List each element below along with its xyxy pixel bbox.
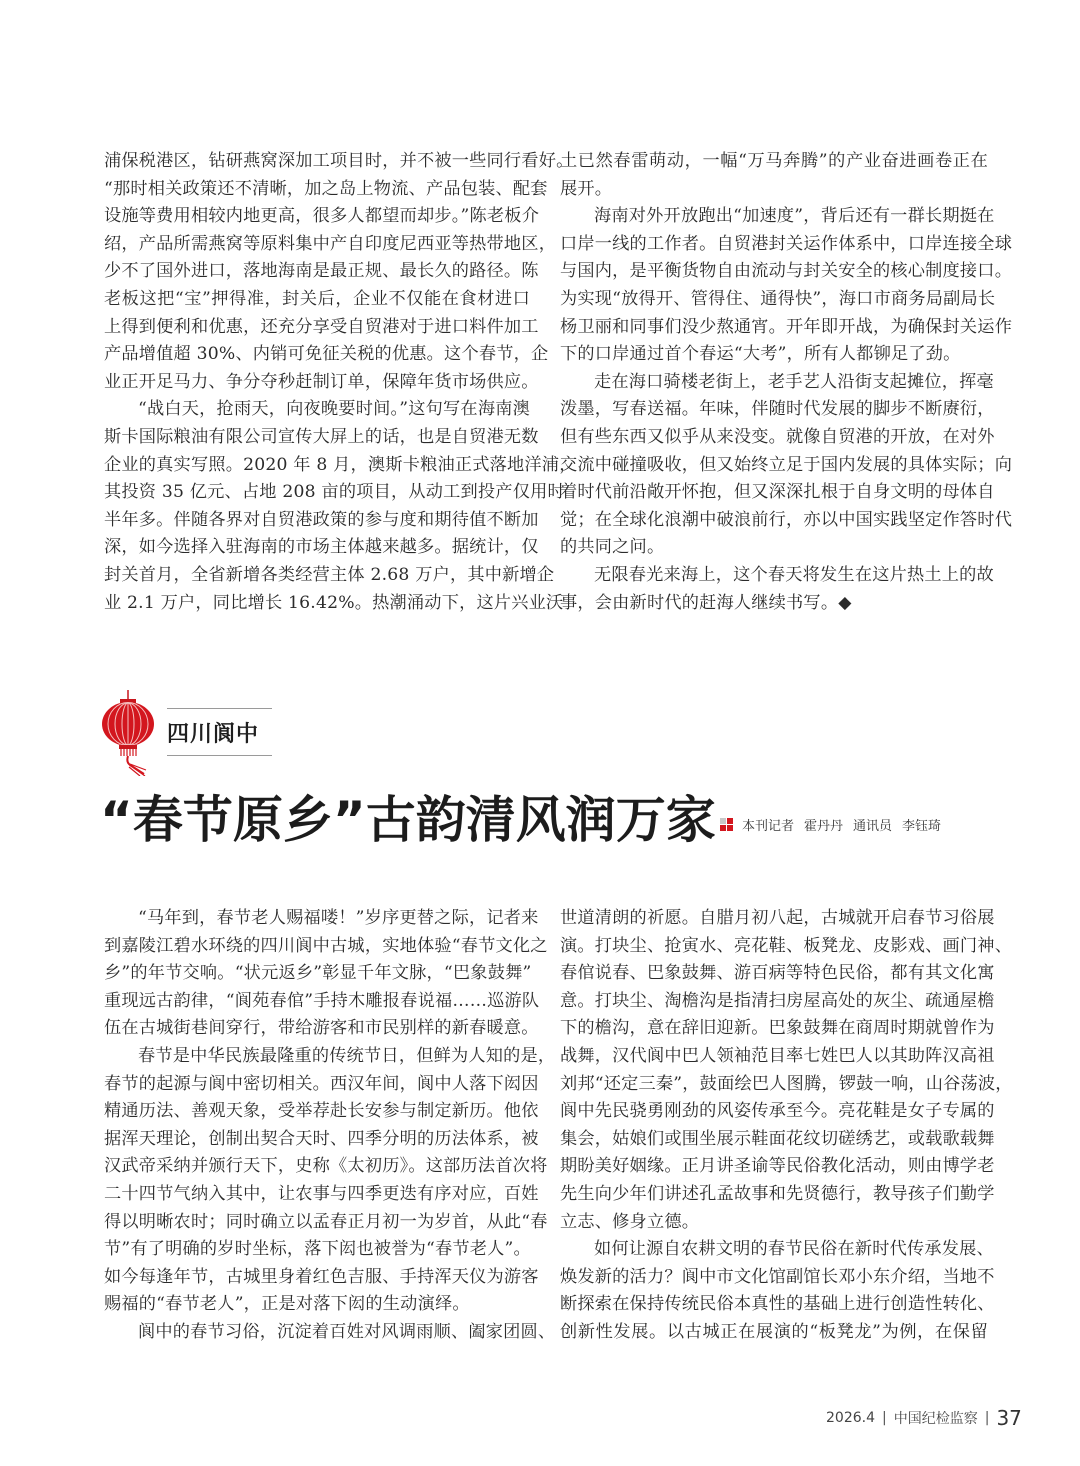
text-line: 阆中先民骁勇刚劲的风姿传承至今。亮花鞋是女子专属的 — [560, 1101, 995, 1122]
issue-number: 2026.4 — [826, 1410, 875, 1426]
text-line: 焕发新的活力？阆中市文化馆副馆长邓小东介绍，当地不 — [560, 1266, 995, 1287]
reporter-label: 本刊记者 — [742, 819, 795, 834]
text-line: 海南对外开放跑出“加速度”，背后还有一群长期挺在 — [594, 206, 995, 227]
text-line: 展开。 — [560, 178, 613, 199]
footer-separator: | — [984, 1410, 990, 1426]
text-line: “马年到，春节老人赐福喽！”岁序更替之际，记者来 — [138, 908, 539, 928]
reporter-name: 霍丹丹 — [804, 819, 844, 834]
text-line: 的共同之问。 — [560, 537, 665, 558]
text-line: 意。打块尘、淘檐沟是指清扫房屋高处的灰尘、疏通屋檐 — [560, 990, 995, 1011]
text-line: 老板这把“宝”押得准，封关后，企业不仅能在食材进口 — [104, 288, 530, 309]
text-line: 业 2.1 万户，同比增长 16.42%。热潮涌动下，这片兴业沃 — [104, 592, 564, 613]
text-line: 着时代前沿敞开怀抱，但又深深扎根于自身文明的母体自 — [560, 482, 995, 503]
text-line: 期盼美好姻缘。正月讲圣谕等民俗教化活动，则由博学老 — [560, 1156, 995, 1177]
text-line: 春倌说春、巴象鼓舞、游百病等特色民俗，都有其文化寓 — [560, 963, 995, 984]
text-line: 据浑天理论，创制出契合天时、四季分明的历法体系，被 — [104, 1128, 539, 1149]
byline — [720, 815, 951, 834]
text-line: 精通历法、善观天象，受举荐赴长安参与制定新历。他依 — [104, 1101, 539, 1122]
article-headline: “春节原乡”古韵清风润万家 — [100, 791, 716, 849]
magazine-name: 中国纪检监察 — [893, 1411, 978, 1427]
text-line: 但有些东西又似乎从来没变。就像自贸港的开放，在对外 — [560, 426, 995, 447]
text-line: 浦保税港区，钻研燕窝深加工项目时，并不被一些同行看好。 — [104, 151, 574, 171]
text-line: 乡”的年节交响。“状元返乡”彰显千年文脉，“巴象鼓舞” — [104, 963, 532, 984]
text-line: 封关首月，全省新增各类经营主体 2.68 万户，其中新增企 — [104, 564, 555, 585]
text-line: 演。打块尘、抢寅水、亮花鞋、板凳龙、皮影戏、画门神、 — [560, 935, 1013, 956]
text-line: 无限春光来海上，这个春天将发生在这片热土上的故 — [594, 564, 994, 585]
correspondent-name: 李钰琦 — [902, 819, 942, 834]
red-squares-icon — [720, 818, 733, 831]
text-line: 土已然春雷萌动，一幅“万马奔腾”的产业奋进画卷正在 — [560, 151, 988, 171]
text-line: 得以明晰农时；同时确立以孟春正月初一为岁首，从此“春 — [104, 1211, 548, 1232]
text-line: 断探索在保持传统民俗本真性的基础上进行创造性转化、 — [560, 1294, 995, 1315]
text-line: 业正开足马力、争分夺秒赶制订单，保障年货市场供应。 — [104, 371, 539, 392]
text-line: 如何让源自农耕文明的春节民俗在新时代传承发展、 — [594, 1239, 994, 1260]
text-line: 深，如今选择入驻海南的市场主体越来越多。据统计，仅 — [104, 537, 539, 558]
text-line: 斯卡国际粮油有限公司宣传大屏上的话，也是自贸港无数 — [104, 426, 539, 447]
section-tag — [167, 708, 272, 756]
text-line: 觉；在全球化浪潮中破浪前行，亦以中国实践坚定作答时代 — [560, 509, 1013, 530]
text-line: 集会，姑娘们或围坐展示鞋面花纹切磋绣艺，或载歌载舞 — [560, 1128, 995, 1149]
text-line: 走在海口骑楼老街上，老手艺人沿街支起摊位，挥毫 — [594, 371, 994, 392]
prev-article-left-column — [104, 148, 577, 617]
text-line: 伍在古城街巷间穿行，带给游客和市民别样的新春暖意。 — [104, 1018, 539, 1039]
text-line: 口岸一线的工作者。自贸港封关运作体系中，口岸连接全球 — [560, 233, 1013, 254]
text-line: 世道清朗的祈愿。自腊月初八起，古城就开启春节习俗展 — [560, 908, 995, 928]
text-line: 到嘉陵江碧水环绕的四川阆中古城，实地体验“春节文化之 — [104, 935, 548, 956]
text-line: 刘邦“还定三秦”，鼓面绘巴人图腾，锣鼓一响，山谷荡波， — [560, 1073, 1013, 1094]
text-line: 春节是中华民族最隆重的传统节日，但鲜为人知的是， — [138, 1045, 556, 1066]
text-line: 产品增值超 30%、内销可免征关税的优惠。这个春节，企 — [104, 344, 549, 365]
text-line: 少不了国外进口，落地海南是最正规、最长久的路径。陈 — [104, 261, 539, 282]
text-line: 下的口岸通过首个春运“大考”，所有人都铆足了劲。 — [560, 344, 961, 365]
text-line: 绍，产品所需燕窝等原料集中产自印度尼西亚等热带地区， — [104, 233, 557, 254]
correspondent-label: 通讯员 — [853, 819, 893, 834]
text-line: 泼墨，写春送福。年味，伴随时代发展的脚步不断赓衍， — [560, 399, 995, 420]
section-tag-label: 四川阆中 — [167, 721, 260, 747]
text-line: 赐福的“春节老人”，正是对落下闳的生动演绎。 — [104, 1294, 470, 1315]
text-line: 节”有了明确的岁时坐标，落下闳也被誉为“春节老人”。 — [104, 1239, 531, 1260]
footer-separator: | — [882, 1410, 887, 1426]
text-line: 事，会由新时代的赶海人继续书写。◆ — [560, 592, 852, 613]
text-line: 战舞，汉代阆中巴人领袖范目率七姓巴人以其助阵汉高祖 — [560, 1045, 995, 1066]
text-line: 创新性发展。以古城正在展演的“板凳龙”为例，在保留 — [560, 1321, 988, 1342]
section-header — [100, 690, 320, 780]
text-line: 企业的真实写照。2020 年 8 月，澳斯卡粮油正式落地洋浦， — [104, 454, 577, 475]
text-line: 如今每逢年节，古城里身着红色吉服、手持浑天仪为游客 — [104, 1266, 539, 1287]
prev-article-right-column — [560, 148, 1013, 617]
text-line: 半年多。伴随各界对自贸港政策的参与度和期待值不断加 — [104, 509, 539, 530]
text-line: 其投资 35 亿元、占地 208 亩的项目，从动工到投产仅用时 — [104, 482, 565, 503]
page-number: 37 — [996, 1406, 1022, 1430]
main-article-left-column — [104, 905, 556, 1347]
text-line: 下的檐沟，意在辞旧迎新。巴象鼓舞在商周时期就曾作为 — [560, 1018, 995, 1039]
text-line: 设施等费用相较内地更高，很多人都望而却步。”陈老板介 — [104, 206, 540, 227]
text-line: 上得到便利和优惠，还充分享受自贸港对于进口料件加工 — [104, 316, 539, 337]
text-line: 汉武帝采纳并颁行天下，史称《太初历》。这部历法首次将 — [104, 1156, 548, 1177]
text-line: 二十四节气纳入其中，让农事与四季更迭有序对应，百姓 — [104, 1183, 539, 1204]
main-article-right-column — [560, 905, 1013, 1347]
text-line: 与国内，是平衡货物自由流动与封关安全的核心制度接口。 — [560, 261, 1013, 282]
page-footer — [826, 1406, 1022, 1430]
text-line: “战白天，抢雨天，向夜晚要时间。”这句写在海南澳 — [138, 399, 530, 420]
text-line: 春节的起源与阆中密切相关。西汉年间，阆中人落下闳因 — [104, 1073, 539, 1094]
text-line: 为实现“放得开、管得住、通得快”，海口市商务局副局长 — [560, 288, 996, 309]
text-line: 杨卫丽和同事们没少熬通宵。开年即开战，为确保封关运作 — [560, 316, 1013, 337]
text-line: 交流中碰撞吸收，但又始终立足于国内发展的具体实际；向 — [560, 454, 1013, 475]
text-line: 重现远古韵律，“阆苑春倌”手持木雕报春说福……巡游队 — [104, 990, 540, 1011]
text-line: 先生向少年们讲述孔孟故事和先贤德行，教导孩子们勤学 — [560, 1183, 995, 1204]
text-line: 立志、修身立德。 — [560, 1211, 700, 1232]
lantern-icon — [100, 690, 156, 776]
text-line: “那时相关政策还不清晰，加之岛上物流、产品包装、配套 — [104, 178, 548, 199]
text-line: 阆中的春节习俗，沉淀着百姓对风调雨顺、阖家团圆、 — [138, 1321, 556, 1342]
